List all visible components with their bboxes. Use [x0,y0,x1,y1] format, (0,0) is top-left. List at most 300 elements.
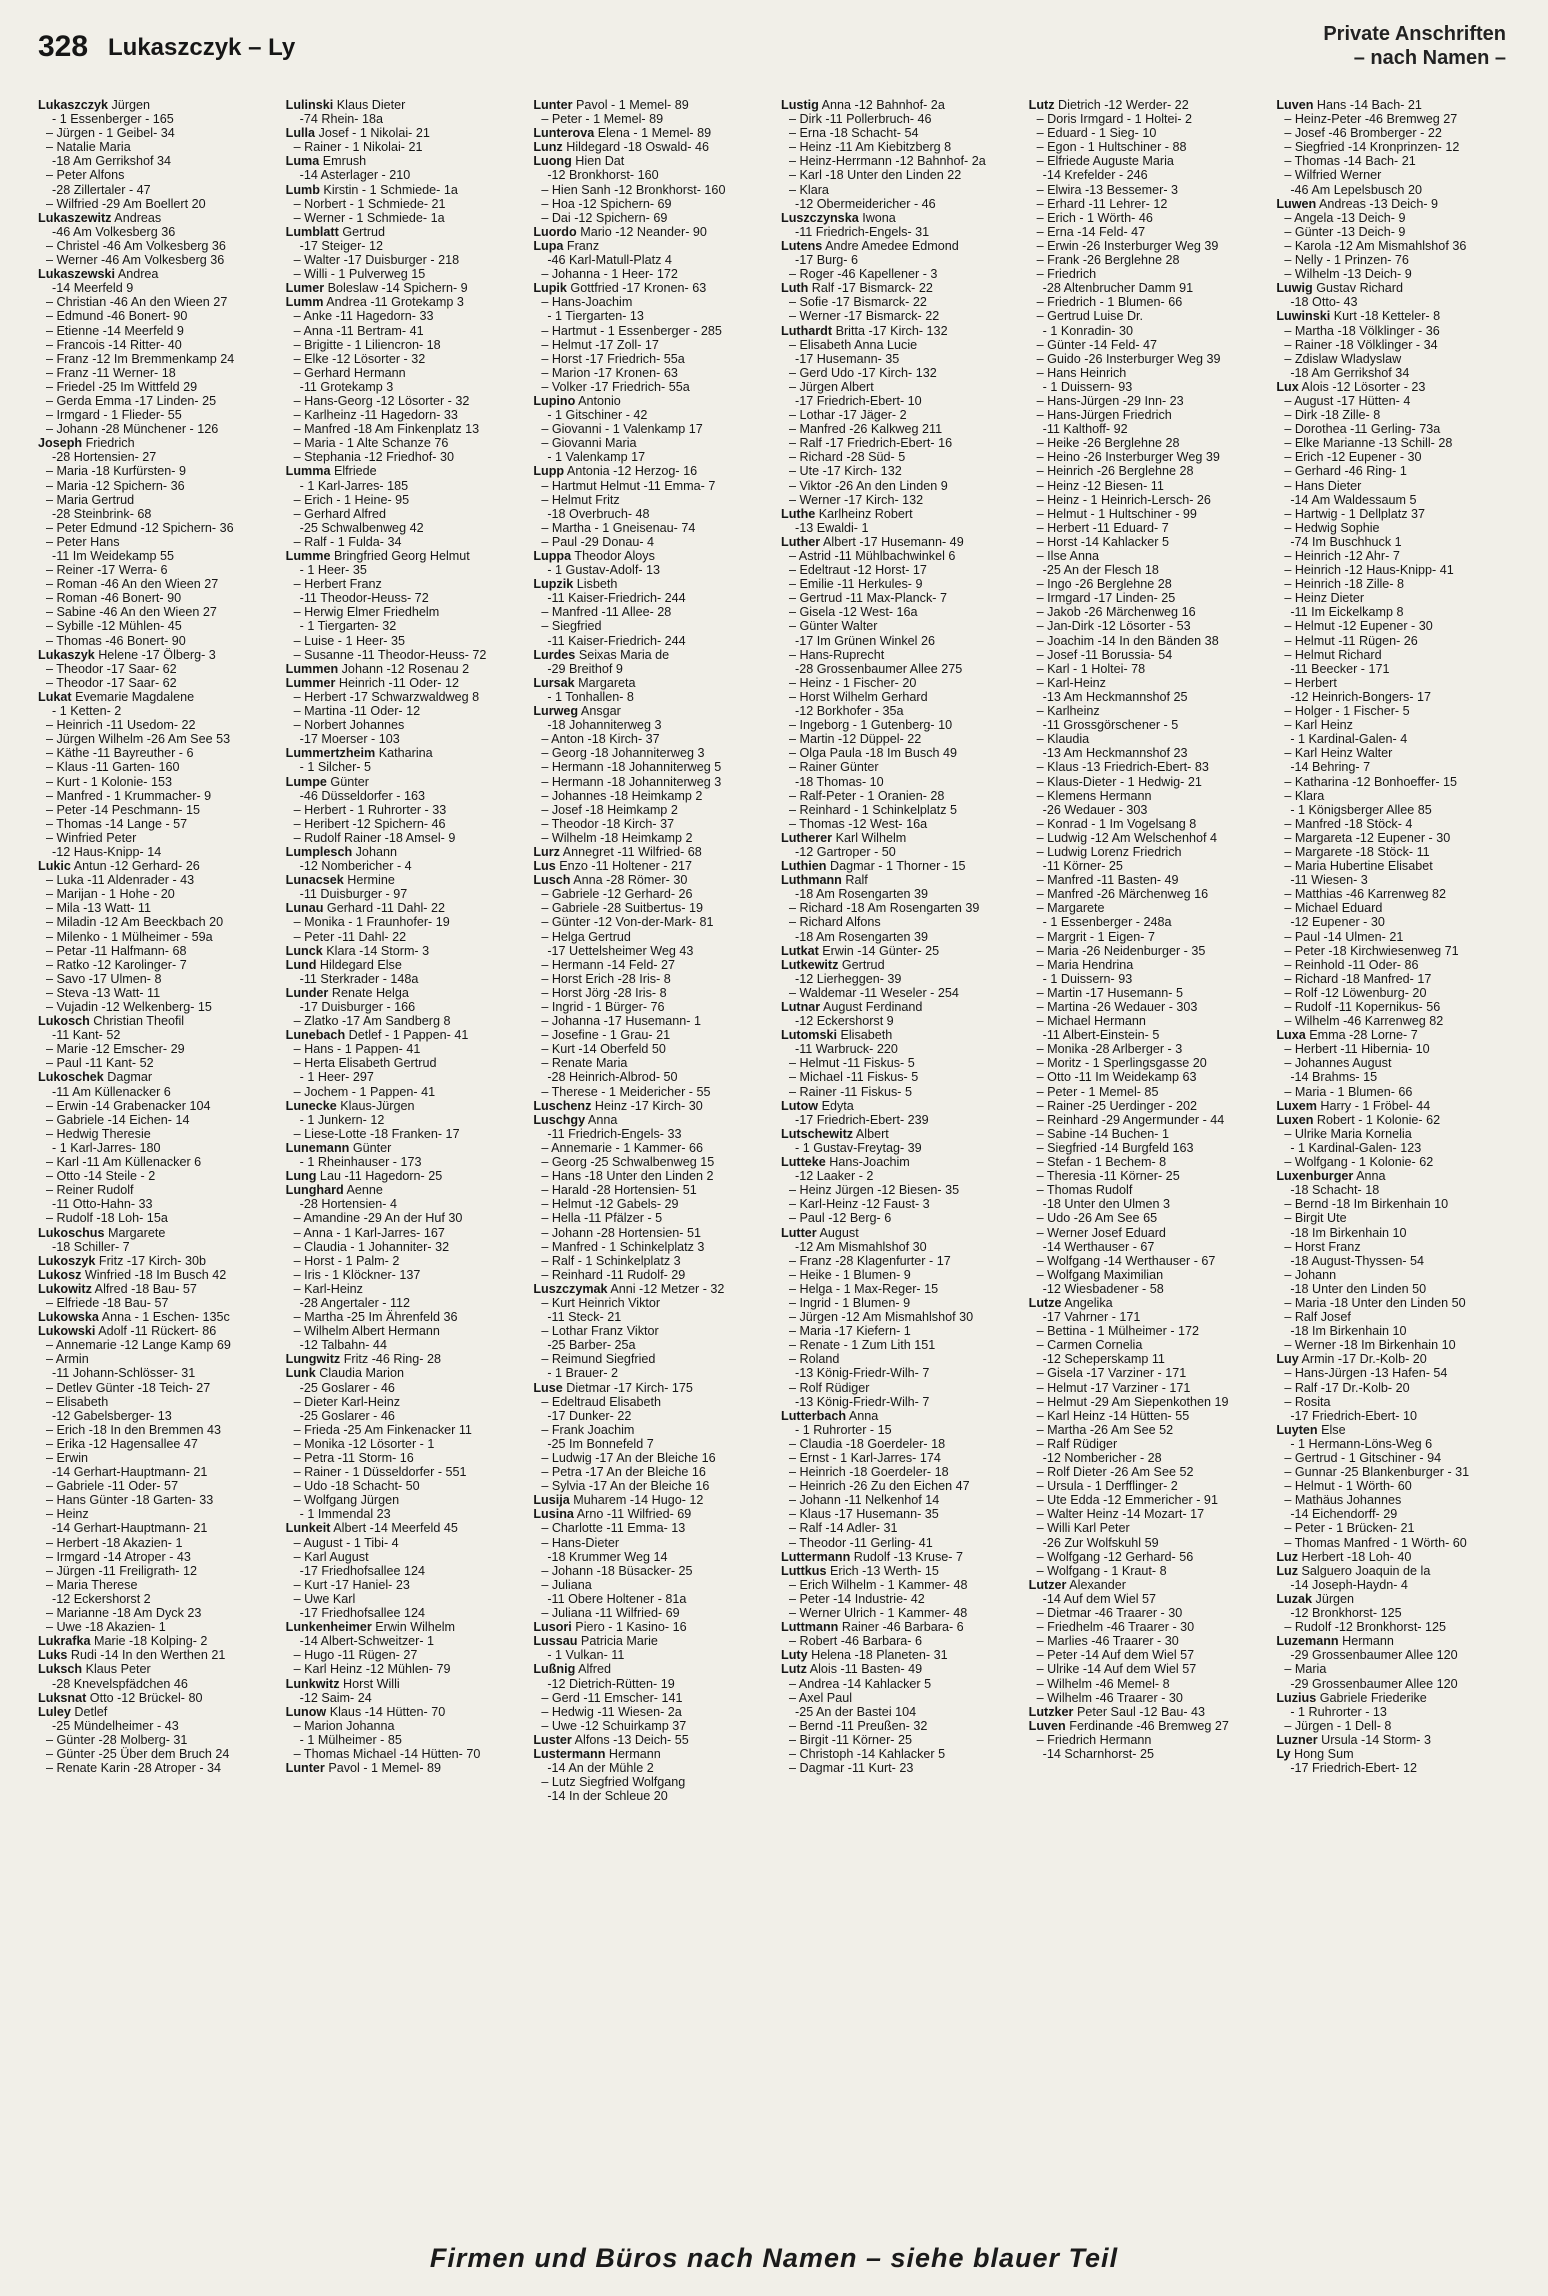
directory-entry: – Katharina -12 Bonhoeffer- 15 [1284,774,1458,789]
directory-entry: – Anke -11 Hagedorn- 33 [293,309,434,324]
directory-entry: – Helmut Fritz [541,492,620,507]
directory-entry: – Gerhard -46 Ring- 1 [1284,464,1407,479]
directory-entry: – Franz -11 Werner- 18 [46,365,176,380]
directory-entry: – Herbert -18 Akazien- 1 [46,1535,183,1550]
directory-entry: Lunow Klaus -14 Hütten- 70 [285,1704,446,1719]
directory-entry: -14 Joseph-Haydn- 4 [1290,1577,1408,1592]
directory-entry: Luzemann Hermann [1276,1634,1394,1649]
directory-entry: – Walter Heinz -14 Mozart- 17 [1036,1507,1205,1522]
directory-entry: - 1 Hermann-Löns-Weg 6 [1290,1436,1433,1451]
directory-entry: -11 Warbruck- 220 [795,1042,898,1057]
directory-entry: – Manfred -11 Basten- 49 [1036,873,1179,888]
directory-entry: – Udo -18 Schacht- 50 [293,1479,420,1494]
directory-entry: - 1 Tonhallen- 8 [547,689,634,704]
directory-entry: Luszczymak Anni -12 Metzer - 32 [533,1281,725,1296]
directory-entry: – Egon - 1 Hultschiner - 88 [1036,140,1187,155]
directory-entry: - 1 Silcher- 5 [299,760,372,775]
directory-entry: – Heinrich -26 Zu den Eichen 47 [789,1479,970,1494]
directory-entry: Lutherer Karl Wilhelm [781,830,907,845]
directory-entry: – Brigitte - 1 Liliencron- 18 [293,337,441,352]
directory-entry: – Helmut - 1 Wörth- 60 [1284,1479,1412,1494]
directory-entry: Lukaszewitz Andreas [38,210,162,225]
directory-entry: – Armin [46,1352,89,1367]
directory-entry: – Jürgen -12 Am Mismahlshof 30 [789,1310,974,1325]
directory-entry: – Gabriele -14 Eichen- 14 [46,1112,190,1127]
directory-entry: – Rainer Günter [789,760,879,775]
directory-entry: – Hien Sanh -12 Bronkhorst- 160 [541,182,726,197]
directory-entry: – Giovanni - 1 Valenkamp 17 [541,422,703,437]
directory-entry: -13 Ewaldi- 1 [795,520,869,535]
directory-entry: Lußnig Alfred [533,1662,611,1677]
directory-entry: -11 Friedrich-Engels- 31 [795,224,930,239]
directory-entry: - 1 Immendal 23 [299,1507,391,1522]
directory-entry: -18 Unter den Ulmen 3 [1042,1197,1171,1212]
directory-entry: -14 Brahms- 15 [1290,1070,1378,1085]
directory-entry: -12 Dietrich-Rütten- 19 [547,1676,675,1691]
directory-entry: – Georg -25 Schwalbenweg 15 [541,1155,715,1170]
directory-entry: - 1 Gitschiner - 42 [547,408,648,423]
directory-entry: – Annemarie -12 Lange Kamp 69 [46,1338,231,1353]
directory-entry: Lummertzheim Katharina [285,746,433,761]
directory-entry: – Karl Heinz -14 Hütten- 55 [1036,1408,1190,1423]
directory-entry: – Karlheinz [1036,704,1100,719]
directory-entry: Lumer Boleslaw -14 Spichern- 9 [285,281,468,296]
directory-entry: – Heinrich -18 Goerdeler- 18 [789,1465,949,1480]
directory-entry: - 1 Ketten- 2 [52,704,122,719]
directory-entry: Lumm Andrea -11 Grotekamp 3 [285,295,464,310]
directory-entry: – Karl Heinz Walter [1284,746,1393,761]
directory-entry: Lunkenheimer Erwin Wilhelm [285,1620,456,1635]
directory-entry: Lungwitz Fritz -46 Ring- 28 [285,1352,441,1367]
directory-entry: – Peter -14 Auf dem Wiel 57 [1036,1648,1195,1663]
directory-entry: – Ilse Anna [1036,549,1099,563]
directory-entry: -11 Obere Holtener - 81a [547,1591,687,1606]
directory-entry: – Hermann -18 Johanniterweg 5 [541,760,722,775]
directory-entry: – Jakob -26 Märchenweg 16 [1036,605,1196,620]
directory-entry: – Friedrich [1036,267,1097,282]
directory-entry: Luse Dietmar -17 Kirch- 175 [533,1380,693,1395]
directory-entry: – Monika -28 Arlberger - 3 [1036,1042,1183,1057]
directory-entry: -25 Im Bonnefeld 7 [547,1436,654,1451]
directory-entry: – Horst Jörg -28 Iris- 8 [541,985,667,1000]
directory-entry: - 1 Junkern- 12 [299,1112,385,1127]
directory-entry: – Wilfried -29 Am Boellert 20 [46,196,206,211]
directory-entry: -25 An der Flesch 18 [1042,563,1159,578]
directory-entry: – Siegfried [541,619,602,634]
directory-entry: – Elwira -13 Bessemer- 3 [1036,182,1179,197]
directory-entry: Lupa Franz [533,238,600,253]
directory-entry: Lutz Dietrich -12 Werder- 22 [1028,98,1189,112]
directory-entry: – Jürgen -11 Freiligrath- 12 [46,1563,197,1578]
directory-entry: – Michael -11 Fiskus- 5 [789,1070,919,1085]
directory-entry: – Klaus -11 Garten- 160 [46,760,180,775]
directory-entry: – Irmgard -17 Linden- 25 [1036,591,1176,606]
directory-entry: - 1 Kardinal-Galen- 123 [1290,1140,1422,1155]
directory-entry: – Gerda Emma -17 Linden- 25 [46,393,217,408]
directory-entry: – Juliana [541,1577,592,1592]
directory-entry: – Martha -26 Am See 52 [1036,1422,1174,1437]
directory-entry: – Rainer -18 Völklinger - 34 [1284,337,1438,352]
directory-entry: – Michael Eduard [1284,901,1383,916]
directory-entry: – Ingeborg - 1 Gutenberg- 10 [789,718,953,733]
directory-entry: Luven Hans -14 Bach- 21 [1276,98,1422,112]
directory-entry: – Helmut -11 Rügen- 26 [1284,633,1418,648]
directory-entry: – Helmut -12 Gabels- 29 [541,1197,679,1212]
directory-entry: – Marlies -46 Traarer - 30 [1036,1634,1179,1649]
directory-entry: – Horst Franz [1284,1239,1361,1254]
directory-entry: – Hans-Joachim [541,295,633,310]
directory-entry: – Frank -26 Berglehne 28 [1036,253,1180,268]
directory-entry: -28 Angertaler - 112 [299,1295,411,1310]
directory-entry: – Wilhelm -46 Traarer - 30 [1036,1690,1183,1705]
directory-entry: – Horst Erich -28 Iris- 8 [541,971,671,986]
directory-entry: -14 Gerhart-Hauptmann- 21 [52,1521,208,1536]
directory-entry: – Helmut -12 Eupener - 30 [1284,619,1433,634]
directory-entry: – Hedwig Sophie [1284,520,1380,535]
directory-entry: – Helmut -11 Fiskus- 5 [789,1056,915,1071]
directory-entry: – Stephania -12 Friedhof- 30 [293,450,454,465]
directory-entry: – Ute -17 Kirch- 132 [789,464,902,479]
directory-entry: -11 Sterkrader - 148a [299,971,419,986]
directory-entry: Luksch Klaus Peter [38,1662,151,1677]
directory-entry: – Rainer - 1 Nikolai- 21 [293,140,423,155]
directory-entry: – Hans-Georg -12 Lösorter - 32 [293,393,470,408]
directory-entry: -74 Im Buschhuck 1 [1290,534,1402,549]
directory-entry: – Gunnar -25 Blankenburger - 31 [1284,1465,1470,1480]
directory-entry: -28 Heinrich-Albrod- 50 [547,1070,678,1085]
directory-entry: -28 Altenbrucher Damm 91 [1042,281,1194,296]
directory-entry: – Werner - 1 Schmiede- 1a [293,210,445,225]
directory-entry: Lutzer Alexander [1028,1577,1126,1592]
directory-entry: – Dirk -18 Zille- 8 [1284,408,1381,423]
directory-entry: – Susanne -11 Theodor-Heuss- 72 [293,647,487,662]
directory-entry: – Heinz Dieter [1284,591,1365,606]
directory-entry: Luzner Ursula -14 Storm- 3 [1276,1732,1431,1747]
directory-entry: Luwig Gustav Richard [1276,281,1403,296]
directory-entry: – Thomas Manfred - 1 Wörth- 60 [1284,1535,1467,1550]
directory-entry: – Wolfgang -12 Gerhard- 56 [1036,1549,1194,1564]
directory-entry: Luzak Jürgen [1276,1591,1355,1606]
directory-entry: -13 König-Friedr-Wilh- 7 [795,1366,930,1381]
directory-entry: – Birgit -11 Körner- 25 [789,1732,912,1747]
directory-entry: Lunter Pavol - 1 Memel- 89 [285,1761,442,1776]
directory-entry: Lulla Josef - 1 Nikolai- 21 [285,126,430,141]
directory-entry: – Erwin -26 Insterburger Weg 39 [1036,238,1219,253]
directory-entry: – Frank Joachim [541,1422,635,1437]
directory-entry: -17 Duisburger - 166 [299,1000,416,1014]
directory-entry: – Emilie -11 Herkules- 9 [789,577,923,592]
directory-entry: - 1 Heer- 297 [299,1070,374,1085]
directory-entry: – Willi - 1 Pulverweg 15 [293,267,426,282]
directory-entry: -28 Grossenbaumer Allee 275 [795,661,963,676]
directory-entry: – Axel Paul [789,1690,853,1705]
directory-entry: -18 Overbruch- 48 [547,506,650,521]
directory-entry: – Ralf - 1 Fulda- 34 [293,534,402,549]
directory-entry: – Karl-Heinz [293,1281,363,1296]
directory-entry: – Jan-Dirk -12 Lösorter - 53 [1036,619,1191,634]
directory-entry: – Claudia -18 Goerdeler- 18 [789,1436,946,1451]
directory-entry: – Heinz -11 Am Kiebitzberg 8 [789,140,952,155]
directory-entry: Luther Albert -17 Husemann- 49 [781,534,964,549]
directory-entry: -12 Heinrich-Bongers- 17 [1290,689,1432,704]
directory-entry: - 1 Ruhrorter - 15 [795,1422,892,1437]
directory-entry: – Heike - 1 Blumen- 9 [789,1267,911,1282]
directory-entry: – Herbert -11 Hibernia- 10 [1284,1042,1430,1057]
directory-entry: Lupik Gottfried -17 Kronen- 63 [533,281,707,296]
directory-entry: – Margarete [1036,901,1105,916]
directory-entry: Lummen Johann -12 Rosenau 2 [285,661,470,676]
directory-entry: – Kurt - 1 Kolonie- 153 [46,774,173,789]
directory-entry: – Karola -12 Am Mismahlshof 36 [1284,238,1467,253]
directory-entry: – Heinz Jürgen -12 Biesen- 35 [789,1183,960,1198]
directory-entry: – Marion -17 Kronen- 63 [541,365,678,380]
directory-entry: Luwinski Kurt -18 Ketteler- 8 [1276,309,1441,324]
directory-entry: – Rolf -12 Löwenburg- 20 [1284,985,1427,1000]
directory-entry: – Hartwig - 1 Dellplatz 37 [1284,506,1426,521]
directory-entry: – Werner Josef Eduard [1036,1225,1166,1240]
directory-entry: Lutschewitz Albert [781,1126,889,1141]
directory-entry: – Marianne -18 Am Dyck 23 [46,1606,202,1621]
directory-entry: – Anna - 1 Karl-Jarres- 167 [293,1225,445,1240]
directory-entry: Luthien Dagmar - 1 Thorner - 15 [781,859,966,874]
directory-entry: - 1 Heer- 35 [299,563,367,578]
directory-entry: – Konrad - 1 Im Vogelsang 8 [1036,816,1197,831]
directory-entry: – Ursula - 1 Derfflinger- 2 [1036,1479,1178,1494]
directory-entry: – Thomas -46 Bonert- 90 [46,633,186,648]
directory-entry: -14 Krefelder - 246 [1042,168,1148,183]
directory-entry: – Siegfried -14 Burgfeld 163 [1036,1140,1194,1155]
directory-entry: Lurweg Ansgar [533,704,621,719]
directory-entry: Luschenz Heinz -17 Kirch- 30 [533,1098,703,1113]
column-2 [286,98,526,2223]
directory-entry: – Jürgen - 1 Dell- 8 [1284,1718,1392,1733]
directory-entry: – Erhard -11 Lehrer- 12 [1036,196,1168,211]
directory-entry: Lummer Heinrich -11 Oder- 12 [285,675,459,690]
directory-entry: – Edmund -46 Bonert- 90 [46,309,188,324]
directory-entry: – Peter -14 Industrie- 42 [789,1591,925,1606]
directory-entry: -12 Gabelsberger- 13 [52,1408,172,1423]
directory-entry: Lutnar August Ferdinand [781,1000,923,1014]
directory-entry: – Lutz Siegfried Wolfgang [541,1775,686,1790]
directory-entry: – Werner -46 Am Volkesberg 36 [46,253,225,268]
directory-entry: -14 Gerhart-Hauptmann- 21 [52,1465,208,1480]
directory-entry: Lumpe Günter [285,774,369,789]
directory-entry: – Hans-Jürgen Friedrich [1036,408,1172,423]
directory-entry: – Gabriele -11 Oder- 57 [46,1479,179,1494]
directory-entry: -11 Duisburger - 97 [299,887,408,902]
directory-entry: -18 Schiller- 7 [52,1239,130,1254]
directory-entry: – Monika - 1 Fraunhofer- 19 [293,915,450,930]
directory-entry: -46 Karl-Matull-Platz 4 [547,253,672,268]
directory-entry: -11 Wiesen- 3 [1290,873,1368,888]
directory-entry: – Franz -12 Im Bremmenkamp 24 [46,351,235,366]
directory-entry: Luksnat Otto -12 Brückel- 80 [38,1690,203,1705]
directory-entry: Luy Armin -17 Dr.-Kolb- 20 [1276,1352,1427,1367]
directory-entry: – Martha -25 Im Ährenfeld 36 [293,1310,458,1325]
directory-entry: – Wolfgang Maximilian [1036,1267,1164,1282]
directory-entry: – Wilhelm -18 Heimkamp 2 [541,830,693,845]
directory-entry: Lupp Antonia -12 Herzog- 16 [533,464,698,479]
directory-entry: -12 Borkhofer - 35a [795,704,904,719]
directory-entry: – Uwe -18 Akazien- 1 [46,1620,166,1635]
directory-entry: -12 Am Mismahlshof 30 [795,1239,927,1254]
directory-entry: – Christian -46 An den Wieen 27 [46,295,228,310]
directory-entry: Luth Ralf -17 Bismarck- 22 [781,281,933,296]
directory-entry: – Hermann -14 Feld- 27 [541,957,676,972]
directory-entry: – Manfred -26 Märchenweg 16 [1036,887,1209,902]
directory-entry: Lutteke Hans-Joachim [781,1155,910,1170]
directory-entry: -14 An der Mühle 2 [547,1761,654,1776]
directory-entry: – Lothar -17 Jäger- 2 [789,408,907,423]
directory-entry: – Maria Gertrud [46,492,135,507]
directory-entry: -18 Am Gerrikshof 34 [52,154,171,169]
directory-entry: – Thomas -12 West- 16a [789,816,928,831]
directory-entry: Luxen Robert - 1 Kolonie- 62 [1276,1112,1441,1127]
directory-entry: – Klara [1284,788,1325,803]
directory-entry: – Friedhelm -46 Traarer - 30 [1036,1620,1195,1635]
directory-entry: Luyten Else [1276,1422,1346,1437]
directory-entry: – Theresia -11 Körner- 25 [1036,1169,1180,1184]
directory-entry: – Rolf Rüdiger [789,1380,870,1395]
directory-entry: – Bernd -18 Im Birkenhain 10 [1284,1197,1449,1212]
directory-entry: Luz Herbert -18 Loh- 40 [1276,1549,1412,1564]
directory-entry: – Erich -18 In den Bremmen 43 [46,1422,222,1437]
footer-note: Firmen und Büros nach Namen – siehe blauer Teil [429,2243,1119,2273]
directory-entry: Luma Emrush [285,154,367,169]
directory-entry: -17 Friedrich-Ebert- 10 [1290,1408,1418,1423]
directory-entry: - 1 Vulkan- 11 [547,1648,625,1663]
directory-entry: – Edeltraut -12 Horst- 17 [789,563,927,578]
directory-entry: Lunck Klara -14 Storm- 3 [285,943,430,958]
directory-entry: -25 Goslarer - 46 [299,1408,395,1423]
directory-entry: – Wolfgang -14 Werthauser - 67 [1036,1253,1216,1268]
directory-entry: Luster Alfons -13 Deich- 55 [533,1732,689,1747]
directory-entry: – Peter - 1 Memel- 89 [541,112,664,127]
directory-entry: Lux Alois -12 Lösorter - 23 [1276,379,1426,394]
directory-entry: – Richard Alfons [789,915,881,930]
directory-entry: – August - 1 Tibi- 4 [293,1535,399,1550]
directory-entry: – Paul -11 Kant- 52 [46,1056,154,1071]
directory-entry: – Johann -18 Büsacker- 25 [541,1563,693,1578]
directory-entry: – Birgit Ute [1284,1211,1347,1226]
directory-entry: – Maria -18 Kurfürsten- 9 [46,464,186,479]
directory-entry: – Elke -12 Lösorter - 32 [293,351,426,366]
directory-entry: – Martha - 1 Gneisenau- 74 [541,520,696,535]
directory-entry: -26 Zur Wolfskuhl 59 [1042,1535,1159,1550]
directory-entry: – Rosita [1284,1394,1331,1409]
directory-entry: -11 Johann-Schlösser- 31 [52,1366,196,1381]
directory-entry: Luttmann Rainer -46 Barbara- 6 [781,1620,964,1635]
directory-entry: – Thomas Michael -14 Hütten- 70 [293,1746,481,1761]
column-3 [533,98,773,2223]
directory-entry: – Peter - 1 Memel- 85 [1036,1084,1159,1099]
directory-entry: Luzius Gabriele Friederike [1276,1690,1427,1705]
directory-entry: – Horst Wilhelm Gerhard [789,689,928,704]
directory-entry: – Johanna - 1 Heer- 172 [541,267,678,282]
directory-entry: – Manfred - 1 Schinkelplatz 3 [541,1239,705,1254]
directory-entry: -12 Bronkhorst- 125 [1290,1606,1402,1621]
directory-entry: -12 Obermeidericher - 46 [795,196,936,211]
directory-entry: Lutze Angelika [1028,1295,1113,1310]
directory-entry: – Norbert Johannes [293,718,405,733]
directory-entry: – Sylvia -17 An der Bleiche 16 [541,1479,710,1494]
directory-entry: – Uwe -12 Schuirkamp 37 [541,1718,687,1733]
directory-entry: -11 Kaiser-Friedrich- 244 [547,591,686,606]
directory-entry: -25 An der Bastei 104 [795,1704,917,1719]
directory-entry: – Werner -17 Bismarck- 22 [789,309,940,324]
directory-entry: – Theodor -17 Saar- 62 [46,661,177,676]
directory-entry: -18 Im Birkenhain 10 [1290,1324,1407,1339]
directory-entry: Lukaszewski Andrea [38,267,159,282]
directory-entry: – Herbert -11 Eduard- 7 [1036,520,1169,535]
directory-entry: Lukaszczyk Jürgen [38,98,151,112]
directory-entry: – Luise - 1 Heer- 35 [293,633,405,648]
directory-entry: – Vujadin -12 Welkenberg- 15 [46,1000,212,1014]
directory-entry: – Johann -28 Hortensien- 51 [541,1225,701,1240]
directory-entry: -11 Am Küllenacker 6 [52,1084,171,1099]
directory-entry: – Sabine -46 An den Wieen 27 [46,605,217,620]
directory-entry: – Anna -11 Bertram- 41 [293,323,424,338]
directory-entry: -18 August-Thyssen- 54 [1290,1253,1425,1268]
directory-entry: Lunemann Günter [285,1140,392,1155]
column-1 [38,98,278,2223]
directory-entry: -46 Am Volkesberg 36 [52,224,176,239]
directory-entry: – Miladin -12 Am Beeckbach 20 [46,915,224,930]
section-title-line-2: – nach Namen – [1353,47,1506,69]
directory-entry: – Christel -46 Am Volkesberg 36 [46,238,226,253]
directory-entry: – Gertrud Luise Dr. [1036,309,1144,324]
directory-entry: – Juliana -11 Wilfried- 69 [541,1606,680,1621]
directory-entry: – Gerd Udo -17 Kirch- 132 [789,365,937,380]
directory-entry: – Ludwig -12 Am Welschenhof 4 [1036,830,1218,845]
directory-entry: Lumma Elfriede [285,464,377,479]
directory-entry: – Erich -12 Eupener - 30 [1284,450,1422,465]
directory-entry: – Karl Heinz -12 Mühlen- 79 [293,1662,451,1677]
directory-entry: -17 Friedhofsallee 124 [299,1563,425,1578]
directory-entry: -17 Husemann- 35 [795,351,900,366]
directory-entry: Lukoszyk Fritz -17 Kirch- 30b [38,1253,206,1268]
directory-entry: -14 Meerfeld 9 [52,281,134,296]
directory-entry: Luttkus Erich -13 Werth- 15 [781,1563,939,1578]
directory-entry: -11 Theodor-Heuss- 72 [299,591,429,606]
directory-entry: – Karl -18 Unter den Linden 22 [789,168,962,183]
directory-entry: – Hoa -12 Spichern- 69 [541,196,672,211]
directory-entry: – Waldemar -11 Weseler - 254 [789,985,959,1000]
directory-entry: -17 Vahrner - 171 [1042,1310,1141,1325]
directory-entry: – Margareta -12 Eupener - 30 [1284,830,1451,845]
directory-entry: – Irmgard -14 Atroper - 43 [46,1549,191,1564]
directory-entry: -29 Grossenbaumer Allee 120 [1290,1648,1458,1663]
directory-entry: Lurz Annegret -11 Wilfried- 68 [533,844,702,859]
directory-entry: Lusch Anna -28 Römer- 30 [533,873,688,888]
directory-entry: – Peter - 1 Brücken- 21 [1284,1521,1415,1536]
directory-entry: – Rainer -25 Uerdinger - 202 [1036,1098,1197,1113]
directory-entry: – Klara [789,182,829,197]
directory-entry: -18 Am Gerrikshof 34 [1290,365,1410,380]
directory-entry: -12 Wiesbadener - 58 [1042,1281,1164,1296]
directory-entry: – Josefine - 1 Grau- 21 [541,1028,671,1043]
directory-entry: Lunecke Klaus-Jürgen [285,1098,415,1113]
directory-entry: – Rudolf -11 Kopernikus- 56 [1284,1000,1441,1014]
directory-entry: – Ralf-Peter - 1 Oranien- 28 [789,788,945,803]
directory-entry: – Werner -17 Kirch- 132 [789,492,924,507]
directory-entry: – Maria -26 Neidenburger - 35 [1036,943,1206,958]
name-range: Lukaszczyk – Ly [108,34,296,61]
directory-entry: – Heinz - 1 Fischer- 20 [789,675,917,690]
directory-entry: – Manfred -18 Am Finkenplatz 13 [293,422,480,437]
directory-entry: -12 Scheperskamp 11 [1042,1352,1165,1367]
directory-entry: – Elfriede -18 Bau- 57 [46,1295,169,1310]
